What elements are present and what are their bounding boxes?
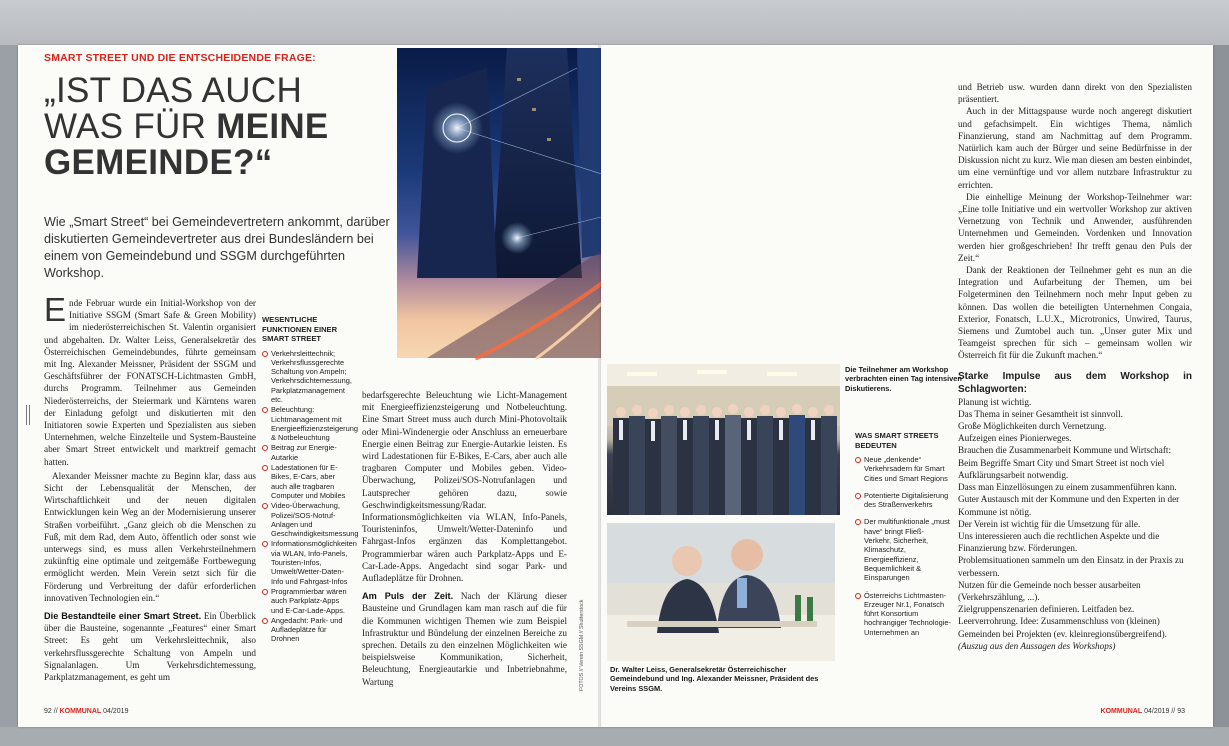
scanner-bottom-edge (0, 727, 1229, 746)
keyword-item: Brauchen die Zusammenarbeit Kommune und Wirtschaft: Beim Begriffe Smart City und Smart Street ist noch viel Aufklärungsarbeit notwendig. (958, 445, 1172, 480)
functions-list-item: Video-Überwachung, Polizei/SOS-Notruf-Anlagen und Geschwindigkeitsmessung (262, 501, 352, 538)
headline (44, 73, 374, 181)
headline-line-3 (44, 145, 374, 181)
meaning-list-item: Österreichs Lichtmasten-Erzeuger Nr.1, Fonatsch führt Konsortium hochrangiger Technologie-Unternehmen an (855, 591, 951, 637)
group-photo-caption: Die Teilnehmer am Workshop verbrachten einen Tag intensiven Diskutierens. (845, 365, 962, 393)
col1-paragraph-3: Ein Überblick über die Bausteine, sogenannte „Features“ einer Smart Street: Es geht um Verkehrsleittechnik, also verkehrsflussgerechte Schaltung von Ampeln und Signalanlagen. Um Verkehrsdichtemessung, Parkplatzmanagement, es geht um (44, 611, 256, 683)
right-paragraph-4: Dank der Reaktionen der Teilnehmer geht es nun an die Integration und Aufarbeitung der Themen, um bei Folgeterminen den Teilnehmern noch mehr Input geben zu können. Das wollen die beteiligten Unternehmen Congaia, Exterior, Fonatsch, L.U.X., Microtronics, Unwired, Taurus, Siemens und Zumtobel auch tun. „Unser guter Mix und Teamgeist sprechen für sich – gemeinsam wollen wir Österreich fit für die Zukunft machen.“ (958, 265, 1192, 361)
footer-separator: // (1171, 708, 1176, 715)
col3-subhead: Am Puls der Zeit. (362, 591, 454, 602)
functions-list-item: Programmierbar wären auch Parkplatz-Apps und E-Car-Lade-Apps. (262, 587, 352, 615)
photo-credit: FOTOS // Verein SSGM // Shutterstock (579, 599, 585, 691)
right-page (579, 45, 1213, 727)
functions-sidebar-title: WESENTLICHE FUNKTIONEN EINER SMART STREET (262, 315, 338, 343)
functions-list-item: Angedacht: Park- und Aufladeplätze für Drohnen (262, 616, 352, 644)
col1-subhead: Die Bestandteile einer Smart Street. (44, 611, 202, 622)
magazine-brand: KOMMUNAL (1100, 708, 1143, 715)
portrait-photo-illustration (607, 523, 835, 661)
page-margin-marker (26, 405, 30, 425)
keyword-item: Das Thema in seiner Gesamtheit ist sinnvoll. (958, 408, 1123, 419)
leiss-meissner-photo (607, 523, 835, 661)
issue-label: 04/2019 (103, 708, 129, 715)
meaning-list-item: Neue „denkende“ Verkehrsadern für Smart Cities und Smart Regions (855, 455, 951, 483)
scanner-top-edge (0, 0, 1229, 45)
scanner-right-edge (1213, 45, 1229, 727)
drop-cap: E (44, 291, 67, 328)
keyword-item: Nutzen für die Gemeinde noch besser ausarbeiten (Verkehrszählung, ...). (958, 579, 1141, 602)
col3-paragraph-1: bedarfsgerechte Beleuchtung wie Licht-Management mit Energieeffizienzsteigerung und Notbeleuchtung. Eine Smart Street muss auch durch Mini-Photovoltaik oder Mini-Windenergie oder Anschluss an erneuerbare Energie einen Beitrag zur Energie-Autarkie leisten. Es wird Ladestationen für E-Bikes, E-Cars, aber auch alle tragbaren Computer und Mobiles geben. Video-Überwachung, Polizei/SOS-Notrufanlagen und Lautsprecher gehören dazu, sowie Geschwindigkeitsmessung/Radar. Informationsmöglichkeiten via WLAN, Info-Panels, Touristeninfos, Umwelt/Wetter-Dateninfo und Fahrgast-Infos ergänzen das Komplettangebot. Programmierbar wären auch Parkplatz-Apps und E-Car-Lade-Apps. Angedacht sind sogar Park- und Aufladeplätze für Drohnen. (362, 390, 567, 584)
headline-line-2 (44, 109, 374, 145)
lead-paragraph: Wie „Smart Street“ bei Gemeindevertretern ankommt, darüber diskutierten Gemeindevertreter aus drei Bundesländern bei einem von Gemeindebund und SSGM durchgeführten Workshop. (44, 215, 390, 280)
workshop-group-photo (607, 364, 840, 515)
functions-list-item: Ladestationen für E-Bikes, E-Cars, aber auch alle tragbaren Computer und Mobiles (262, 463, 352, 500)
keyword-item: Aufzeigen eines Pionierweges. (958, 433, 1072, 444)
keyword-item: Planung ist wichtig. (958, 396, 1032, 407)
col1-paragraph-2: Alexander Meissner machte zu Beginn klar, dass aus Sicht der Lebensqualität der Menschen, der Wirtschaftlichkeit und der neuen digitalen Entwicklungen kein Weg an der Modernisierung unserer Straßen vorbeiführt. „Ganz gleich ob die Menschen zu Fuß, mit dem Rad, dem Auto, öffentlich oder sonst wie unterwegs sind, es muss allen Verkehrsteilnehmern zukünftig eine optimale und zeitgemäße Fortbewegung ermöglicht werden. Mein Verein setzt sich für die Förderung und Verbreitung der dafür erforderlichen innovativen Technologien ein.“ (44, 470, 256, 603)
right-paragraph-1: und Betrieb usw. wurden dann direkt von den Spezialisten präsentiert. (958, 82, 1192, 105)
keyword-item: Große Möglichkeiten durch Vernetzung. (958, 421, 1107, 432)
meaning-list-item: Potentierte Digitalisierung des Straßenverkehrs (855, 491, 951, 510)
keyword-item: Uns interessieren auch die rechtlichen Aspekte und die Finanzierung bzw. Förderungen. (958, 530, 1160, 554)
meaning-sidebar (855, 431, 951, 638)
keyword-item: Problemsituationen sammeln um den Einsatz in der Praxis zu verbessern. (958, 555, 1184, 578)
right-paragraph-2: Auch in der Mittagspause wurde noch angeregt diskutiert und gefachsimpelt. Ein wichtiges Thema, nämlich Finanzierung, stand am Nachmittag auf dem Programm. Natürlich kam auch der Bürger und seine Bedürfnisse in der Diskussion nicht zu kurz. Wie man diesen am besten einbindet, um eine vernünftige und vor allem nutzbare Infrastruktur zu errichten. (958, 106, 1192, 190)
headline-line-2-bold: MEINE (216, 107, 329, 146)
left-page-footer (44, 708, 128, 715)
functions-list (262, 348, 359, 644)
keyword-item: Zielgruppenszenarien definieren. Leitfaden bez. Leerverrohrung. Idee: Zusammenschluss von (kleinen) Gemeinden bei Projekten (ev. kleinregionsübergreifend). (958, 604, 1167, 639)
right-paragraph-3: Die einhellige Meinung der Workshop-Teilnehmer war: „Eine tolle Initiative und ein wertvoller Workshop zur aktiven Vernetzung von Technik und Anwender, ausführenden Unternehmen und Gemeinden. Vordenken und Innovation werden hier großgeschrieben! Ihr trefft genau den Puls der Zeit.“ (958, 191, 1192, 263)
page-number-left: 92 (44, 708, 52, 715)
magazine-brand: KOMMUNAL (59, 708, 102, 715)
headline-line-1: „IST DAS AUCH (44, 71, 303, 110)
portrait-photo-caption: Dr. Walter Leiss, Generalsekretär Österreichischer Gemeindebund und Ing. Alexander Meissner, Präsident des Vereins SSGM. (610, 665, 819, 693)
kicker: SMART STREET UND DIE ENTSCHEIDENDE FRAGE: (44, 52, 316, 64)
page-number-right: 93 (1177, 708, 1185, 715)
meaning-list-item: Der multifunktionale „must have“ bringt Fließ-Verkehr, Sicherheit, Klimaschutz, Energieeffizienz, Bequemlichkeit & Einsparungen (855, 517, 951, 582)
functions-list-item: Beleuchtung: Lichtmanagement mit Energieeffizienzsteigerung & Notbeleuchtung (262, 405, 352, 442)
right-article-column (958, 81, 1192, 652)
col3-paragraph-2: Nach der Klärung dieser Bausteine und Grundlagen kam man rasch auf die für die Kommunen wichtigen Themen wie zum Beispiel Infrastruktur und Bündelung der einzelnen Bereiche zu sprechen. Details zu den einzelnen Möglichkeiten wie beispielsweise Kommunikation, Sicherheit, Beleuchtung, Energieautarkie und Inbetriebnahme, Wartung (362, 591, 567, 687)
meaning-sidebar-title: WAS SMART STREETS BEDEUTEN (855, 431, 939, 450)
keyword-item: Der Verein ist wichtig für die Umsetzung für alle. (958, 518, 1141, 529)
article-column-1 (44, 291, 256, 685)
meaning-list (855, 455, 951, 637)
headline-line-3-bold: GEMEINDE?“ (44, 143, 273, 182)
keywords-heading: Starke Impulse aus dem Workshop in Schlagworten: (958, 370, 1192, 395)
functions-list-item: Verkehrsleittechnik; Verkehrsflussgerechte Schaltung von Ampeln; Verkehrsdichtemessung, Parkplatzmanagement etc. (262, 349, 352, 405)
functions-list-item: Informationsmöglichkeiten via WLAN, Info-Panels, Touristen-Infos, Umwelt/Wetter-Daten-Info und Fahrgast-Infos (262, 539, 352, 585)
functions-sidebar (262, 315, 359, 645)
article-column-3 (362, 389, 567, 690)
keyword-item: Dass man Einzellösungen zu einem zusammenführen kann. (958, 482, 1177, 493)
issue-label: 04/2019 (1144, 708, 1170, 715)
col1-paragraph-1: nde Februar wurde ein Initial-Workshop von der Initiative SSGM (Smart Safe & Green Mobility) im niederösterreichischen St. Valentin organisiert und abgehalten. Dr. Walter Leiss, Generalsekretär des Österreichischen Gemeindebundes, führte gemeinsam mit Ing. Alexander Meissner, Präsident der SSGM und Geschäftsführer der FONATSCH-Lichtmasten GmbH, durchs Programm. Teilnehmer aus Gemeinden Niederösterreichs, der Steiermark und Kärntens waren der Einladung gefolgt und diskutierten mit den Initiatoren sowie Experten und Spezialisten aus sieben Unternehmen, welche Einzelteile und System-Bausteine aber Smart Street entwickelt und marktreif gemacht hatten. (44, 298, 256, 467)
keyword-item: Guter Austausch mit der Kommune und den Experten in der Kommune ist nötig. (958, 494, 1180, 517)
right-page-footer (1101, 708, 1185, 715)
footer-separator: // (53, 708, 58, 715)
headline-line-2-regular: WAS FÜR (44, 107, 217, 146)
group-photo-illustration (607, 364, 840, 515)
keywords-closing-note: (Auszug aus den Aussagen des Workshops) (958, 640, 1116, 651)
keywords-list (958, 396, 1192, 652)
functions-list-item: Beitrag zur Energie-Autarkie (262, 443, 352, 462)
